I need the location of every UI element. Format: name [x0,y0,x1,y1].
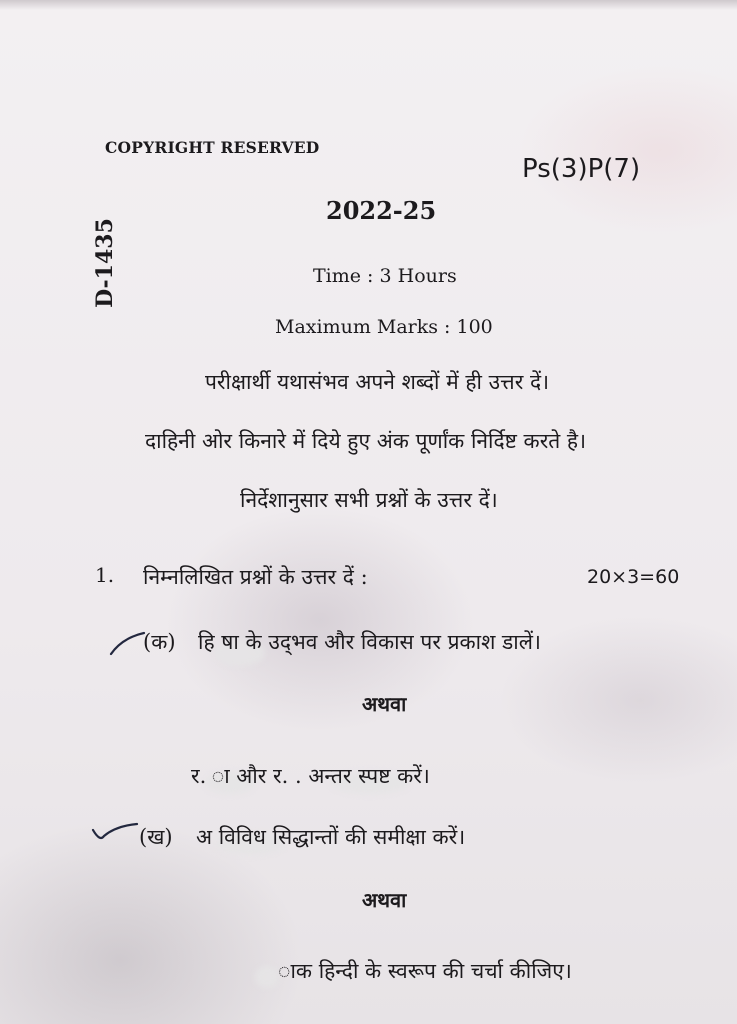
paper-top-edge [0,0,737,10]
part-a-label: (क) [143,630,176,654]
instruction-line: निर्देशानुसार सभी प्रश्नों के उत्तर दें। [240,488,498,512]
instruction-line: दाहिनी ओर किनारे में दिये हुए अंक पूर्णांक निर्दिष्ट करते है। [145,429,587,453]
instruction-line: परीक्षार्थी यथासंभव अपने शब्दों में ही उत्तर दें। [205,370,550,394]
blurred-region [255,966,279,988]
pen-tick-icon [108,628,148,658]
side-code: D-1435 [91,218,118,308]
session-year: 2022-25 [326,196,437,225]
part-a-question: हि षा के उद्‌भव और विकास पर प्रकाश डालें। [198,630,541,654]
or-separator: अथवा [362,888,407,912]
copyright-notice: COPYRIGHT RESERVED [105,138,320,157]
maximum-marks: Maximum Marks : 100 [275,316,493,338]
part-b-label: (ख) [139,825,173,849]
part-b-question: अ विविध सिद्धान्तों की समीक्षा करें। [196,825,466,849]
paper-code: Ps(3)P(7) [522,154,641,184]
part-a-alternative: र. ा और र. . अन्तर स्पष्ट करें। [191,764,430,788]
question-heading: निम्नलिखित प्रश्नों के उत्तर दें : [143,565,368,589]
pen-tick-icon [90,822,140,852]
exam-duration: Time : 3 Hours [313,265,457,287]
question-marks: 20×3=60 [587,566,680,588]
part-b-alternative: ाक हिन्दी के स्वरूप की चर्चा कीजिए। [278,959,572,983]
question-number: 1. [95,563,115,587]
or-separator: अथवा [362,692,407,716]
